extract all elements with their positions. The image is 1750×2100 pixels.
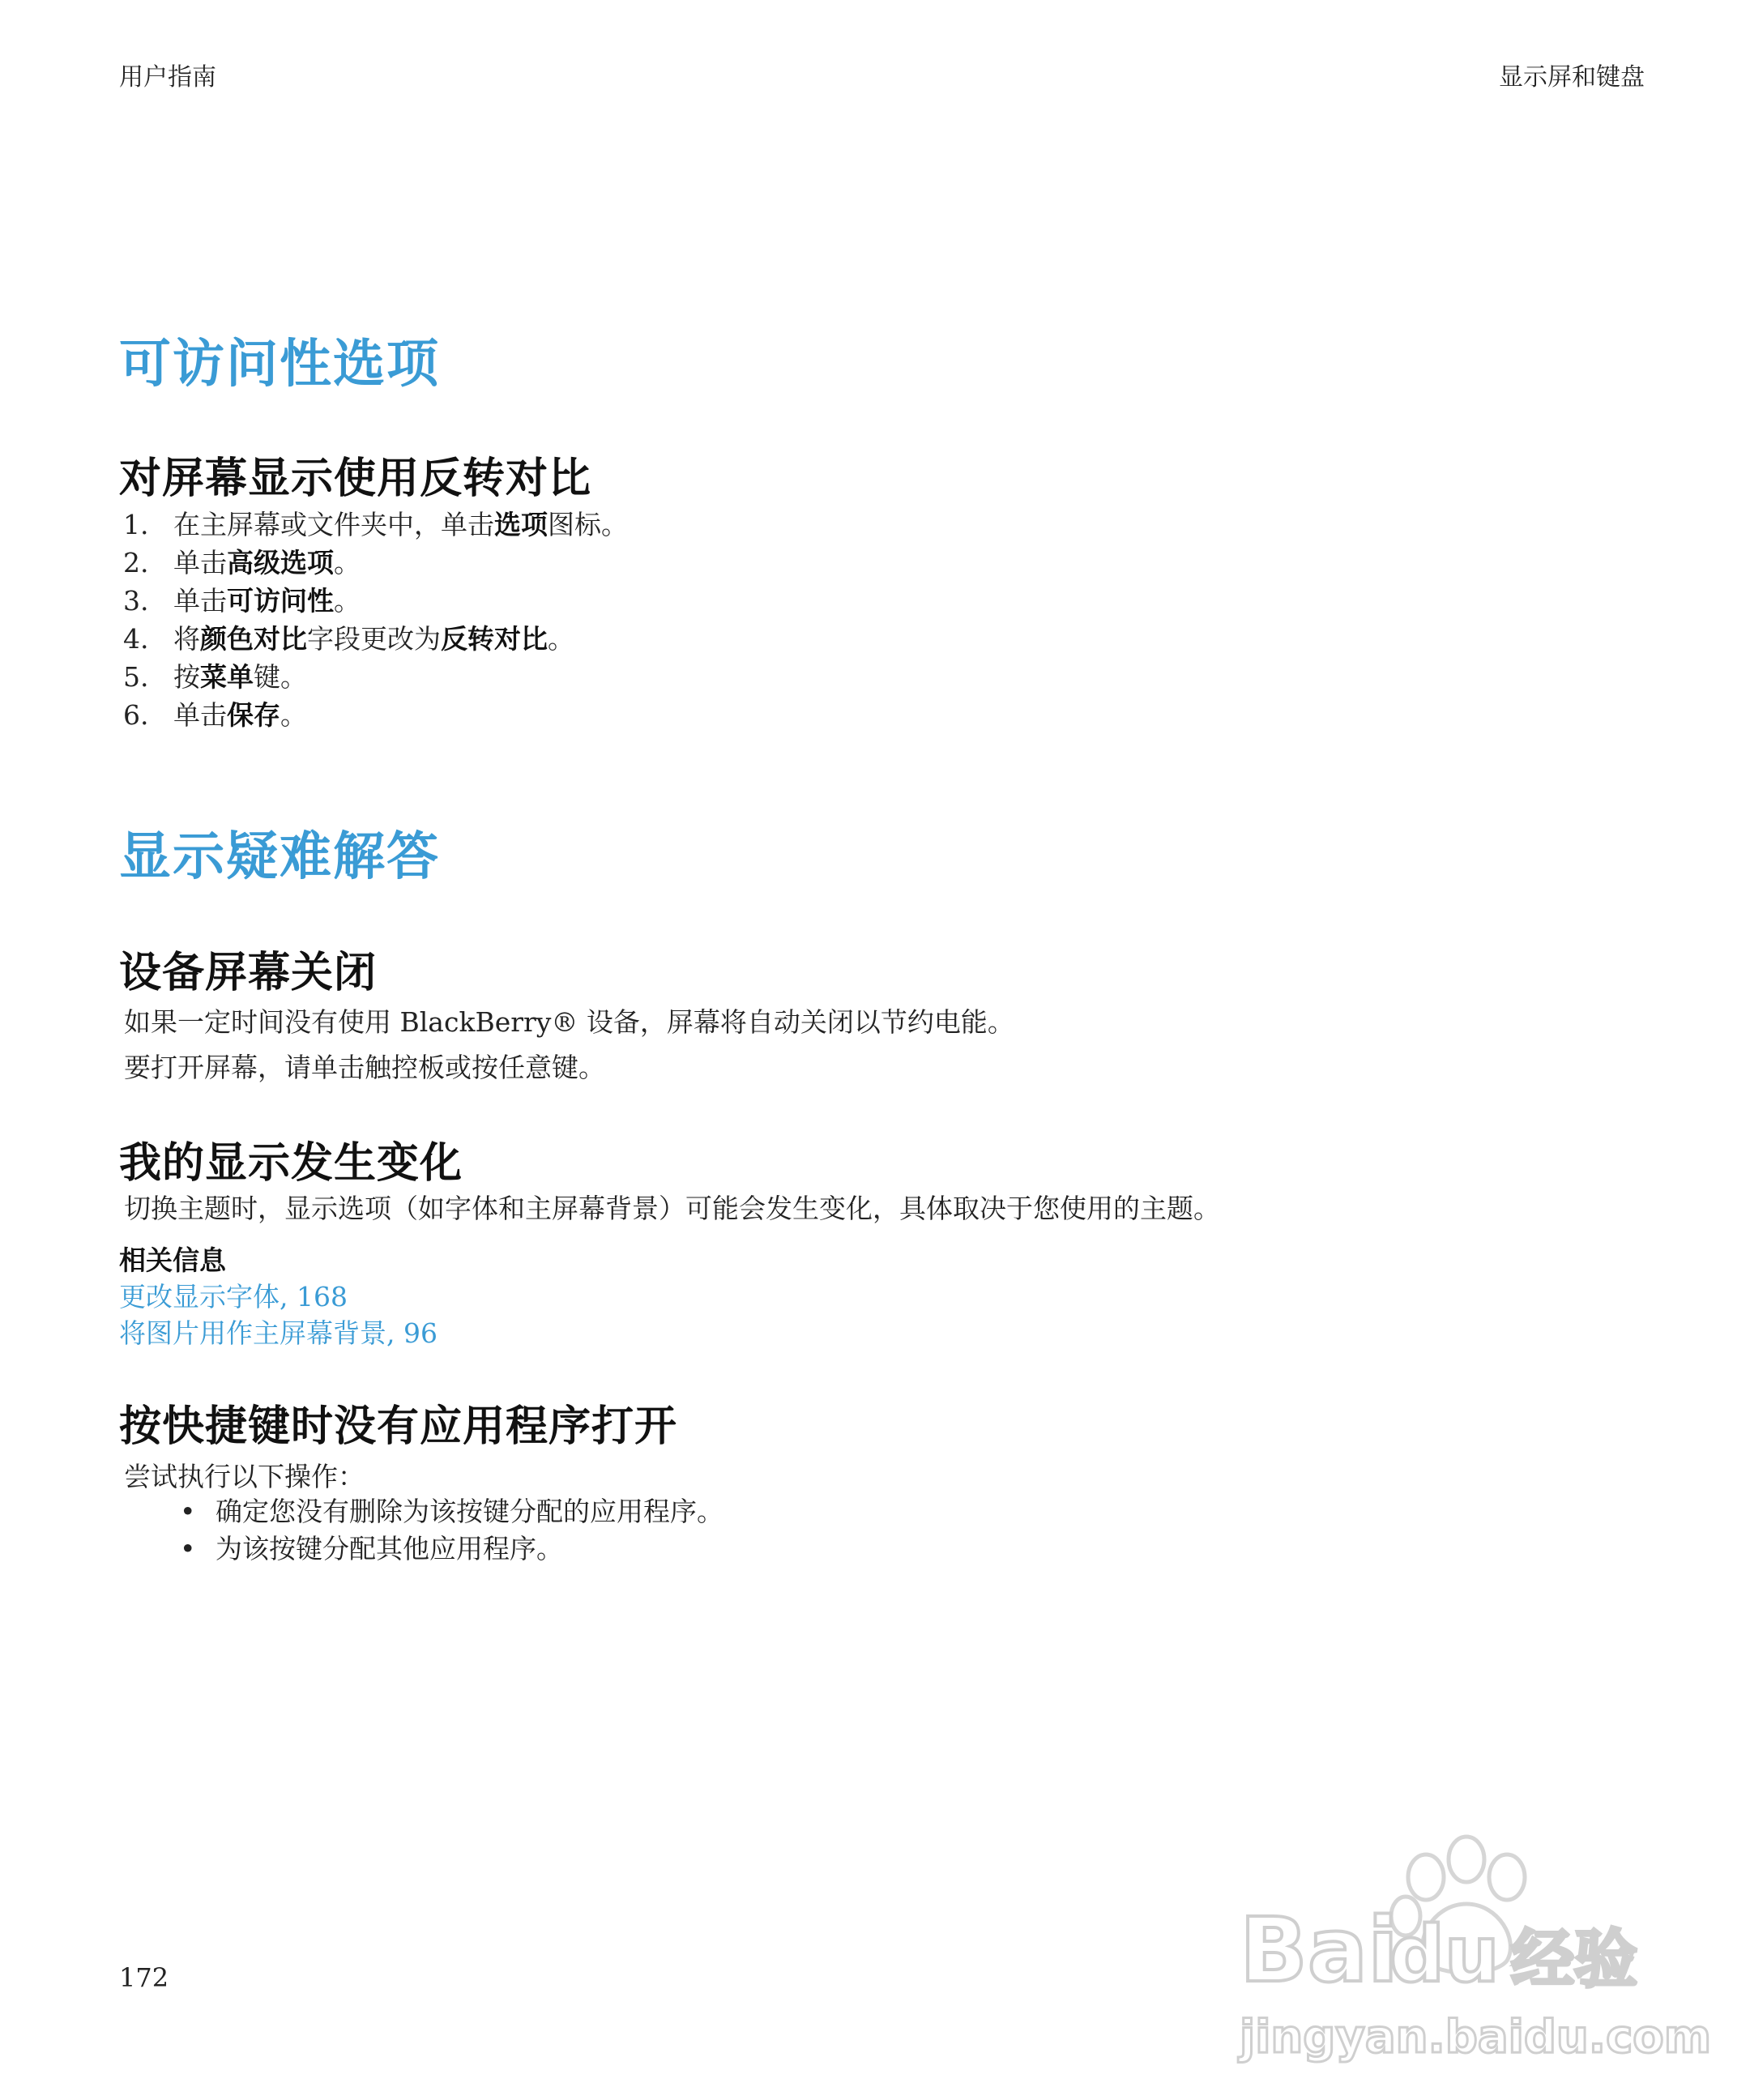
bullet-list <box>180 1493 723 1568</box>
step-text: 图标。 <box>548 509 628 540</box>
ui-term: 高级选项 <box>227 547 334 578</box>
step-text: 按 <box>173 661 200 693</box>
bullet-icon: • <box>180 1496 196 1527</box>
step-item <box>123 544 628 582</box>
steps-list <box>123 506 628 734</box>
running-header-right: 显示屏和键盘 <box>1499 63 1645 92</box>
list-item: • 确定您没有删除为该按键分配的应用程序。 <box>180 1493 723 1530</box>
step-item <box>123 696 628 734</box>
section-heading-accessibility: 可访问性选项 <box>119 335 440 395</box>
step-number: 6. <box>123 699 149 731</box>
page-number: 172 <box>119 1962 169 1993</box>
step-item <box>123 506 628 544</box>
related-link-home-background[interactable]: 将图片用作主屏幕背景, 96 <box>119 1317 438 1349</box>
paragraph-screen-off: 如果一定时间没有使用 BlackBerry® 设备，屏幕将自动关闭以节约电能。 <box>124 1006 1014 1038</box>
step-text: 。 <box>334 547 361 578</box>
section-heading-troubleshooting: 显示疑难解答 <box>119 827 440 887</box>
subheading-display-changed: 我的显示发生变化 <box>119 1139 463 1188</box>
step-text: 字段更改为 <box>307 623 441 655</box>
paragraph-theme-change: 切换主题时，显示选项（如字体和主屏幕背景）可能会发生变化，具体取决于您使用的主题。 <box>124 1193 1220 1224</box>
list-item: • 为该按键分配其他应用程序。 <box>180 1530 723 1568</box>
ui-term: 保存 <box>227 699 280 731</box>
ui-term: 选项 <box>494 509 548 540</box>
subheading-inverse-contrast: 对屏幕显示使用反转对比 <box>119 455 592 503</box>
related-info-label: 相关信息 <box>119 1244 226 1276</box>
step-text: 。 <box>548 623 574 655</box>
step-number: 2. <box>123 547 149 578</box>
step-text: 单击 <box>173 585 227 617</box>
step-text: 将 <box>173 623 200 655</box>
watermark-brand-bai: Bai <box>1240 1898 1398 2002</box>
running-header-left: 用户指南 <box>119 63 216 92</box>
watermark-brand-du: du <box>1389 1910 1500 2000</box>
step-text: 在主屏幕或文件夹中，单击 <box>173 509 494 540</box>
paragraph-try-following: 尝试执行以下操作： <box>124 1461 365 1492</box>
baidu-jingyan-watermark-logo <box>1231 1827 1712 2070</box>
ui-term: 反转对比 <box>441 623 548 655</box>
ui-term: 菜单 <box>200 661 254 693</box>
step-item <box>123 620 628 658</box>
paragraph-turn-on-screen: 要打开屏幕，请单击触控板或按任意键。 <box>124 1052 605 1083</box>
ui-term: 颜色对比 <box>200 623 307 655</box>
step-text: 键。 <box>254 661 307 693</box>
subheading-screen-off: 设备屏幕关闭 <box>119 949 378 997</box>
step-number: 1. <box>123 509 149 540</box>
step-text: 单击 <box>173 547 227 578</box>
step-text: 单击 <box>173 699 227 731</box>
step-number: 4. <box>123 623 149 655</box>
step-number: 3. <box>123 585 149 617</box>
step-number: 5. <box>123 661 149 693</box>
ui-term: 可访问性 <box>227 585 334 617</box>
bullet-icon: • <box>180 1533 196 1564</box>
related-link-display-font[interactable]: 更改显示字体, 168 <box>119 1281 348 1312</box>
watermark-brand-cn: 经验 <box>1511 1923 1638 1996</box>
step-item <box>123 582 628 620</box>
step-text: 。 <box>334 585 361 617</box>
step-text: 。 <box>280 699 307 731</box>
watermark-url: jingyan.baidu.com <box>1240 2011 1712 2064</box>
subheading-shortcut-key: 按快捷键时没有应用程序打开 <box>119 1402 678 1451</box>
step-item <box>123 658 628 696</box>
